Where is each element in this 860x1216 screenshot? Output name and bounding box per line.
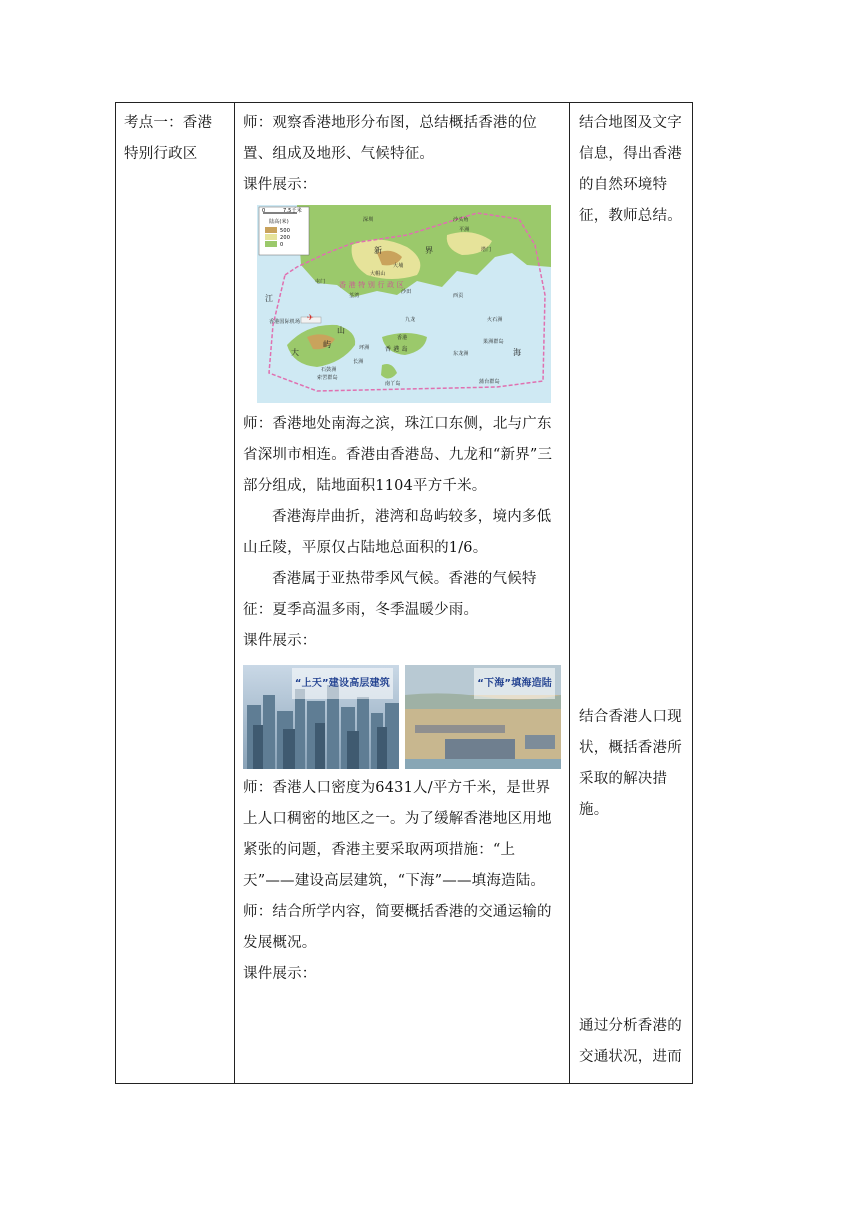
map-label: 石鼓洲 — [321, 367, 337, 373]
map-scale-zero: 0 — [262, 208, 266, 214]
map-label: 深圳 — [363, 217, 374, 223]
courseware-label: 课件展示： — [243, 177, 317, 193]
map-label: 索罟群岛 — [317, 375, 338, 381]
map-label: 屿 — [323, 340, 332, 349]
map-label: 海 — [513, 348, 522, 357]
map-label: 沙头角 — [453, 217, 469, 223]
teacher-paragraph: 师：结合所学内容，简要概括香港的交通运输的发展概况。 — [243, 904, 552, 951]
map-label: 大埔 — [393, 263, 404, 269]
teacher-paragraph: 香港属于亚热带季风气候。香港的气候特征：夏季高温多雨，冬季温暖少雨。 — [243, 571, 537, 618]
map-label: 东龙洲 — [453, 351, 469, 357]
map-label: 山 — [337, 326, 346, 335]
map-label: 界 — [425, 246, 434, 255]
map-label: 新 — [374, 246, 383, 255]
spacer — [579, 232, 684, 702]
map-label: 大 — [291, 348, 300, 357]
teacher-paragraph: 师：观察香港地形分布图，总结概括香港的位置、组成及地形、气候特征。 — [243, 115, 537, 162]
photo-pair — [243, 665, 561, 769]
map-label: 江 — [265, 294, 274, 303]
map-label: 大帽山 — [370, 271, 386, 277]
intent-text: 结合香港人口现状，概括香港所采取的解决措施。 — [579, 709, 682, 818]
legend-value: 500 — [280, 228, 291, 234]
photo-caption: “下海”填海造陆 — [474, 668, 555, 699]
map-label: 香港 — [397, 335, 408, 341]
map-label: 坪洲 — [359, 345, 370, 351]
map-label: 长洲 — [353, 359, 364, 365]
map-legend-title: 陆高(米) — [269, 219, 289, 225]
map-label: 平洲 — [459, 227, 470, 233]
terrain-map-svg — [257, 205, 551, 403]
hong-kong-terrain-map — [257, 205, 551, 403]
airport-icon: ✈ — [307, 313, 314, 322]
map-scale-label: 7.5千米 — [283, 208, 302, 214]
courseware-label: 课件展示： — [243, 633, 317, 649]
skyscrapers-photo — [243, 665, 399, 769]
map-label: 香港国际机场 — [269, 319, 301, 325]
map-label: 沙田 — [401, 289, 412, 295]
map-label: 西贡 — [453, 293, 464, 299]
intent-text: 结合地图及文字信息，得出香港的自然环境特征，教师总结。 — [579, 115, 682, 224]
teacher-paragraph: 师：香港人口密度为6431人/平方千米，是世界上人口稠密的地区之一。为了缓解香港地区用地紧张的问题，香港主要采取两项措施：“上天”——建设高层建筑，“下海”——填海造陆。 — [243, 780, 552, 889]
spacer — [579, 826, 684, 1011]
table-row — [116, 103, 693, 1084]
legend-value: 200 — [280, 235, 291, 241]
map-label: 南丫岛 — [385, 381, 401, 387]
land-reclamation-photo — [405, 665, 561, 769]
teacher-activity-cell — [235, 103, 570, 1084]
topic-cell — [116, 103, 235, 1084]
intent-text: 通过分析香港的交通状况，进而 — [579, 1018, 682, 1065]
lesson-table — [115, 102, 693, 1084]
map-label: 屯门 — [315, 279, 326, 285]
map-label: 荃湾 — [349, 293, 360, 299]
map-label: 九龙 — [405, 317, 416, 323]
map-label: 香 港 岛 — [385, 346, 408, 353]
map-label: 蒲台群岛 — [479, 379, 500, 385]
legend-swatch-low — [265, 241, 277, 247]
legend-swatch-high — [265, 227, 277, 233]
legend-value: 0 — [280, 242, 284, 248]
map-label: 塔门 — [481, 247, 492, 253]
map-label: 果洲群岛 — [483, 339, 504, 345]
map-label: 香 港 特 别 行 政 区 — [339, 281, 404, 289]
teacher-paragraph: 师：香港地处南海之滨，珠江口东侧，北与广东省深圳市相连。香港由香港岛、九龙和“新界”三部分组成，陆地面积1104平方千米。 — [243, 416, 553, 494]
design-intent-cell — [570, 103, 693, 1084]
map-label: 火石洲 — [487, 317, 503, 323]
topic-text: 考点一：香港特别行政区 — [124, 115, 213, 162]
courseware-label: 课件展示： — [243, 966, 317, 982]
photo-caption: “上天”建设高层建筑 — [292, 668, 393, 699]
legend-swatch-mid — [265, 234, 277, 240]
teacher-paragraph: 香港海岸曲折，港湾和岛屿较多，境内多低山丘陵，平原仅占陆地总面积的1/6。 — [243, 509, 552, 556]
